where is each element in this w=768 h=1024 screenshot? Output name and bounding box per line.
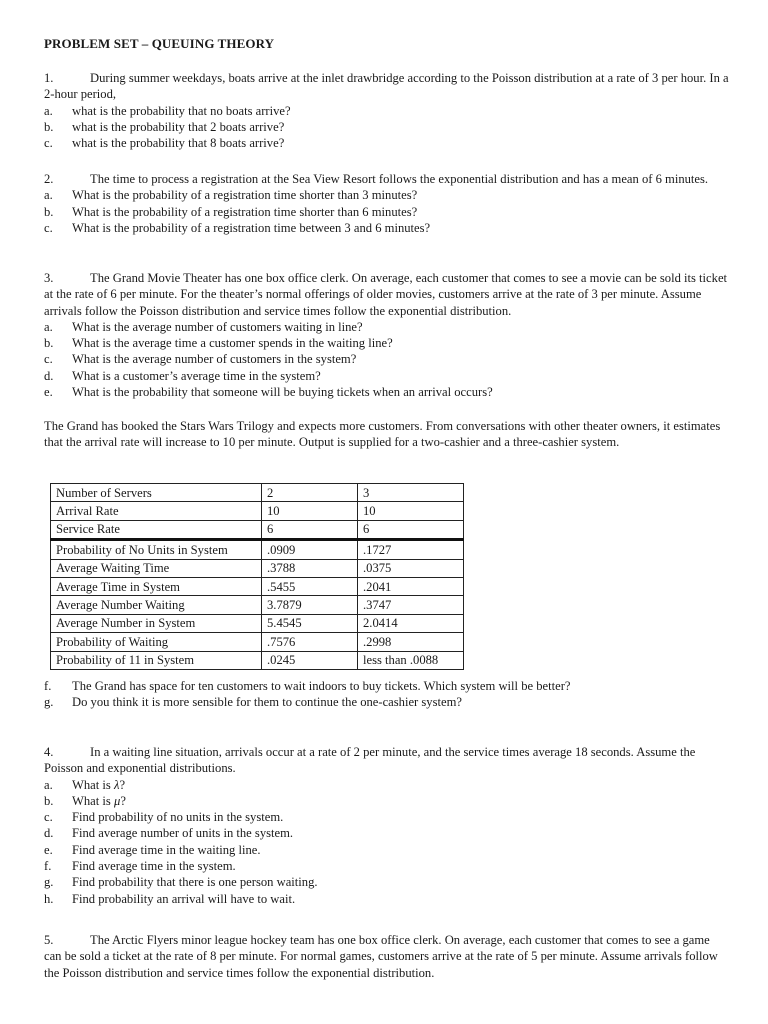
- list-item: c. what is the probability that 8 boats arrive?: [44, 136, 285, 151]
- table-row: Average Number Waiting 3.7879 .3747: [51, 596, 464, 614]
- question-number: 2.: [44, 172, 54, 186]
- question-3-followup: The Grand has booked the Stars Wars Trilogy and expects more customers. From conversations with other theater owners, it estimates that the arrival rate will increase to 10 per minute. Output is supplied for a two-cashier and a three-cashier system.: [44, 419, 721, 450]
- list-item: f. Find average time in the system.: [44, 859, 236, 874]
- page-title: PROBLEM SET – QUEUING THEORY: [44, 36, 275, 51]
- list-item: b. What is the probability of a registration time shorter than 6 minutes?: [44, 204, 418, 219]
- list-item: c. What is the average number of customers in the system?: [44, 352, 357, 367]
- list-item: a. What is the probability of a registration time shorter than 3 minutes?: [44, 188, 418, 203]
- table-row: Probability of Waiting .7576 .2998: [51, 633, 464, 651]
- list-item: e. Find average time in the waiting line.: [44, 842, 261, 857]
- question-number: 1.: [44, 71, 54, 85]
- question-3-items: [44, 319, 730, 400]
- list-item: g. Find probability that there is one person waiting.: [44, 875, 318, 890]
- list-item: f. The Grand has space for ten customers to wait indoors to buy tickets. Which system will be better?: [44, 679, 571, 693]
- question-5: [44, 932, 730, 981]
- question-4: [44, 744, 730, 907]
- list-item: a. What is λ?: [44, 777, 126, 792]
- list-item: a. what is the probability that no boats arrive?: [44, 103, 291, 118]
- list-item: d. Find average number of units in the system.: [44, 826, 294, 841]
- list-item: a. What is the average number of customers waiting in line?: [44, 319, 363, 334]
- table-row: Average Time in System .5455 .2041: [51, 577, 464, 595]
- question-4-items: [44, 777, 730, 907]
- list-item: d. What is a customer’s average time in the system?: [44, 368, 321, 383]
- list-item: g. Do you think it is more sensible for them to continue the one-cashier system?: [44, 695, 462, 710]
- question-3-text: 3. The Grand Movie Theater has one box office clerk. On average, each customer that comes to see a movie can be sold its ticket at the rate of 6 per minute. For the theater’s normal offerings of older movies, customers arrive at the rate of 3 per minute. Assume arrivals follow the Poisson distribution and service times follow the exponential distribution.: [44, 271, 728, 318]
- question-1: [44, 70, 730, 151]
- question-1-items: [44, 103, 730, 152]
- table-row: Service Rate 6 6: [51, 520, 464, 539]
- question-number: 3.: [44, 271, 54, 285]
- question-3-more-items: [44, 678, 604, 711]
- question-number: 5.: [44, 933, 54, 947]
- list-item: b. What is μ?: [44, 793, 126, 808]
- table-row: Average Waiting Time .3788 .0375: [51, 559, 464, 577]
- list-item: e. What is the probability that someone will be buying tickets when an arrival occurs?: [44, 385, 493, 400]
- question-5-text: 5. The Arctic Flyers minor league hockey team has one box office clerk. On average, each customer that comes to see a game can be sold a ticket at the rate of 8 per minute. For normal games, customers arrive at the rate of 5 per minute. Assume arrivals follow the Poisson distribution and service times follow the exponential distribution.: [44, 933, 718, 980]
- question-1-text: 1. During summer weekdays, boats arrive at the inlet drawbridge according to the Poisson distribution at a rate of 3 per hour. In a 2-hour period,: [44, 71, 729, 102]
- list-item: b. what is the probability that 2 boats arrive?: [44, 119, 285, 134]
- table-row: Probability of No Units in System .0909 .1727: [51, 540, 464, 559]
- question-2-items: [44, 187, 730, 236]
- question-number: 4.: [44, 745, 54, 759]
- list-item: c. Find probability of no units in the system.: [44, 810, 284, 825]
- question-4-text: 4. In a waiting line situation, arrivals occur at a rate of 2 per minute, and the service times average 18 seconds. Assume the Poisson and exponential distributions.: [44, 745, 696, 776]
- question-3: [44, 270, 730, 400]
- lambda-symbol: λ: [113, 777, 120, 792]
- table-row: Average Number in System 5.4545 2.0414: [51, 614, 464, 632]
- question-2: [44, 171, 730, 236]
- mu-symbol: μ: [113, 793, 121, 808]
- question-2-text: 2. The time to process a registration at the Sea View Resort follows the exponential distribution and has a mean of 6 minutes.: [44, 172, 709, 186]
- queuing-output-table: [50, 483, 464, 670]
- list-item: h. Find probability an arrival will have to wait.: [44, 891, 296, 906]
- table-row: Arrival Rate 10 10: [51, 502, 464, 520]
- table-row: Probability of 11 in System .0245 less than .0088: [51, 651, 464, 669]
- table-row: Number of Servers 2 3: [51, 484, 464, 502]
- list-item: b. What is the average time a customer spends in the waiting line?: [44, 336, 393, 351]
- list-item: c. What is the probability of a registration time between 3 and 6 minutes?: [44, 220, 431, 235]
